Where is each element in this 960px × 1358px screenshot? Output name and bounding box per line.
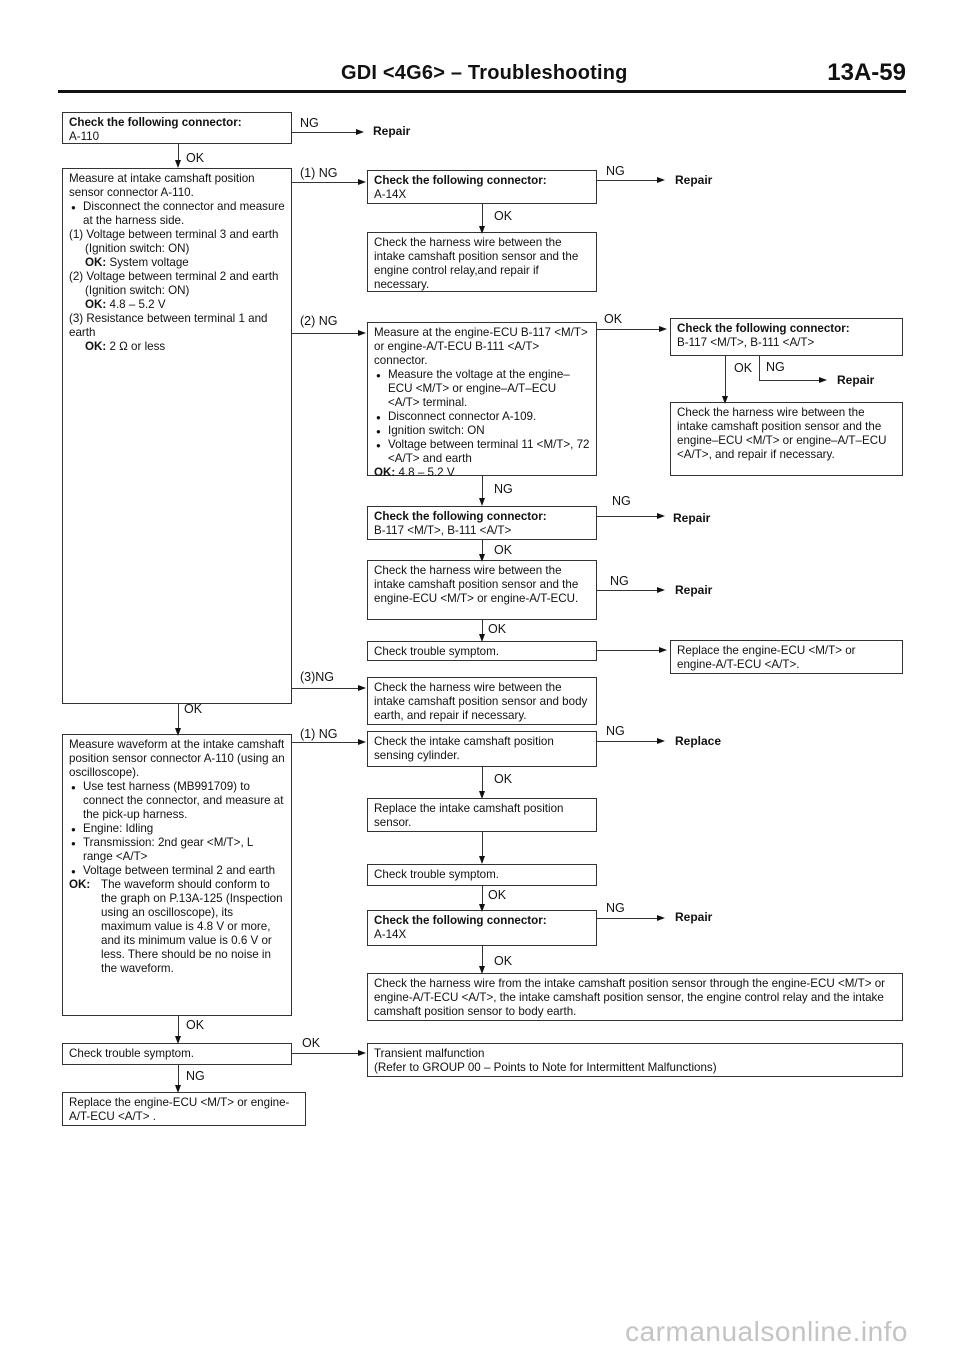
check-harness-body-earth-box: Check the harness wire between the intake camshaft position sensor and body earth, and repair if necessary. bbox=[367, 677, 597, 725]
watermark: carmanualsonline.info bbox=[625, 1316, 908, 1347]
replace-ecu-final-box: Replace the engine-ECU <M/T> or engine-A/T-ECU <A/T> . bbox=[62, 1092, 306, 1126]
ok-label: OK bbox=[494, 954, 513, 968]
check-harness-relay-box: Check the harness wire between the intake camshaft position sensor and the engine control relay,and repair if necessary. bbox=[367, 232, 597, 292]
ok-label: OK bbox=[488, 888, 507, 902]
measure-ecu-box: Measure at the engine-ECU B-117 <M/T> or engine-A/T-ECU B-111 <A/T> connector. ● Measure the voltage at the engine–ECU <M/T> or engine–A/T–ECU <A/T> terminal. ● Disconnect connector A-109. ● Ignition switch: ON ● Voltage between terminal 11 <M/T>, 72 <A/T> and earth OK: 4.8 – 5.2 V bbox=[367, 322, 597, 476]
ng-label: NG bbox=[186, 1069, 205, 1083]
ng-label: NG bbox=[606, 901, 625, 915]
ng-label: NG bbox=[766, 360, 785, 374]
ok-label: OK bbox=[604, 312, 623, 326]
check-connector-b117-box: Check the following connector: B-117 <M/T>, B-111 <A/T> bbox=[367, 506, 597, 540]
transient-malfunction-box: Transient malfunction (Refer to GROUP 00 – Points to Note for Intermittent Malfunctions) bbox=[367, 1043, 903, 1077]
ok-label: OK bbox=[734, 361, 753, 375]
check-harness-ecu-right-box: Check the harness wire between the intake camshaft position sensor and the engine–ECU <M/T> or engine–A/T–ECU <A/T>, and repair if necessary. bbox=[670, 402, 903, 476]
check-harness-ecu-box: Check the harness wire between the intake camshaft position sensor and the engine-ECU <M/T> or engine-A/T-ECU. bbox=[367, 560, 597, 620]
repair-action: Repair bbox=[673, 511, 711, 525]
measure-sensor-connector-box: Measure at intake camshaft position sensor connector A-110. ● Disconnect the connector and measure at the harness side. (1) Voltage between terminal 3 and earth (Ignition switch: ON) OK: System voltage (2) Voltage between terminal 2 and earth (Ignition switch: ON) OK: 4.8 – 5.2 V (3) Resistance between terminal 1 and earth OK: 2 Ω or less bbox=[62, 168, 292, 704]
check-trouble-symptom-mid-box: Check trouble symptom. bbox=[367, 864, 597, 886]
check-harness-full-path-box: Check the harness wire from the intake camshaft position sensor through the engine-ECU <M/T> or engine-A/T-ECU <A/T>, the intake camshaft position sensor, the engine control relay and the intake camshaft position sensor to body earth. bbox=[367, 973, 903, 1021]
check-trouble-symptom-box: Check trouble symptom. bbox=[367, 641, 597, 661]
ok-label: OK bbox=[494, 209, 513, 223]
ng3-label: (3)NG bbox=[300, 670, 335, 684]
ok-label: OK bbox=[184, 702, 203, 716]
page-number: 13A-59 bbox=[827, 59, 906, 86]
ok-label: OK bbox=[494, 543, 513, 557]
ng-label: NG bbox=[606, 724, 625, 738]
page-title: GDI <4G6> – Troubleshooting bbox=[341, 62, 628, 84]
ng2-label: (2) NG bbox=[300, 314, 338, 328]
check-connector-a14x-box: Check the following connector: A-14X bbox=[367, 170, 597, 204]
ng-label: NG bbox=[606, 164, 625, 178]
ng-label: NG bbox=[610, 574, 629, 588]
replace-sensor-box: Replace the intake camshaft position sensor. bbox=[367, 798, 597, 832]
check-connector-b117-right-box: Check the following connector: B-117 <M/T>, B-111 <A/T> bbox=[670, 318, 903, 356]
repair-action: Repair bbox=[675, 583, 713, 597]
page-header bbox=[58, 58, 906, 93]
repair-action: Repair bbox=[373, 124, 411, 138]
replace-ecu-box: Replace the engine-ECU <M/T> or engine-A/T-ECU <A/T>. bbox=[670, 640, 903, 674]
repair-action: Repair bbox=[675, 910, 713, 924]
ok-label: OK bbox=[494, 772, 513, 786]
ng1-label: (1) NG bbox=[300, 166, 338, 180]
ok-label: OK bbox=[488, 622, 507, 636]
check-connector-a14x-lower-box: Check the following connector: A-14X bbox=[367, 910, 597, 946]
measure-waveform-box: Measure waveform at the intake camshaft position sensor connector A-110 (using an oscilloscope). ● Use test harness (MB991709) to connect the connector, and measure at the pick-up harness. ● Engine: Idling ● Transmission: 2nd gear <M/T>, L range <A/T> ● Voltage between terminal 2 and earth OK: The waveform should conform to the graph on P.13A-125 (Inspection using an oscilloscope), its maximum value is 4.8 V or more, and its minimum value is 0.6 V or less. There should be no noise in the waveform. bbox=[62, 734, 292, 1016]
ng-label: NG bbox=[300, 116, 319, 130]
ng1-label: (1) NG bbox=[300, 727, 338, 741]
check-connector-a110-box: Check the following connector: A-110 bbox=[62, 112, 292, 144]
ok-label: OK bbox=[186, 1018, 205, 1032]
ok-label: OK bbox=[302, 1036, 321, 1050]
ng-label: NG bbox=[612, 494, 631, 508]
repair-action: Repair bbox=[837, 373, 875, 387]
check-sensing-cylinder-box: Check the intake camshaft position sensing cylinder. bbox=[367, 731, 597, 767]
check-trouble-symptom-left-box: Check trouble symptom. bbox=[62, 1043, 292, 1065]
ng-label: NG bbox=[494, 482, 513, 496]
ok-label: OK bbox=[186, 151, 205, 165]
replace-action: Replace bbox=[675, 734, 722, 748]
repair-action: Repair bbox=[675, 173, 713, 187]
